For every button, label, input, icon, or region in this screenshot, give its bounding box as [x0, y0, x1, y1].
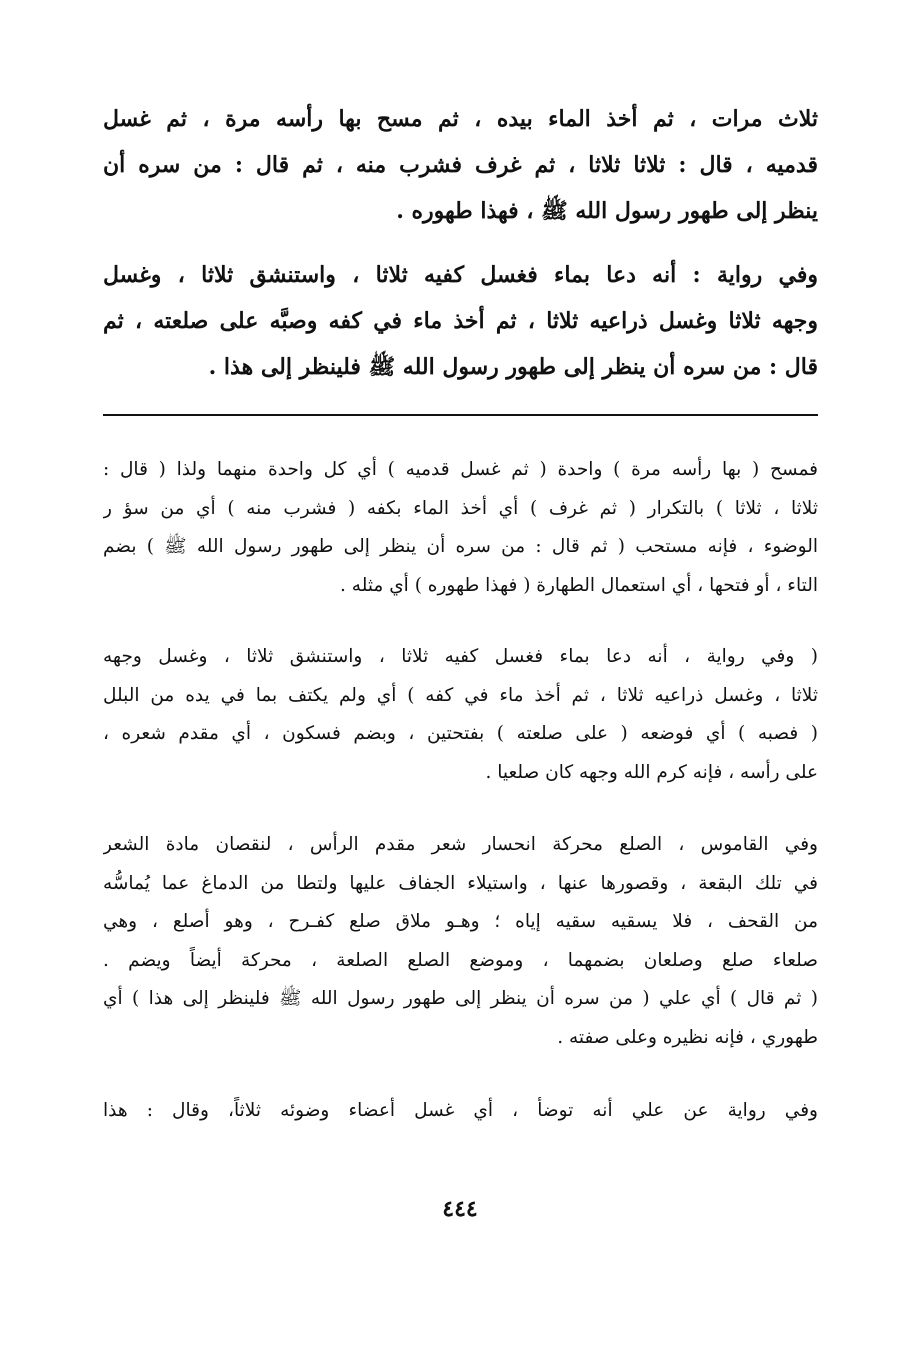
- text-line: التاء ، أو فتحها ، أي استعمال الطهارة ( فهذا طهوره ) أي مثله .: [340, 574, 818, 596]
- text-line: وفي رواية : أنه دعا بماء فغسل كفيه ثلاثا ، واستنشق ثلاثا ، وغسل: [103, 262, 818, 288]
- text-line: وفي القاموس ، الصلع محركة انحسار شعر مقدم الرأس ، لنقصان مادة الشعر: [103, 834, 818, 855]
- text-line: فمسح ( بها رأسه مرة ) واحدة ( ثم غسل قدميه ) أي كل واحدة منهما ولذا ( قال :: [103, 459, 818, 480]
- text-line: وجهه ثلاثا وغسل ذراعيه ثلاثا ، ثم أخذ ماء في كفه وصبَّه على صلعته ، ثم: [103, 308, 818, 334]
- text-line: طهوري ، فإنه نظيره وعلى صفته .: [557, 1026, 818, 1048]
- commentary-paragraph-2: [103, 638, 818, 792]
- text-line: ( فصبه ) أي فوضعه ( على صلعته ) بفتحتين ، وبضم فسكون ، أي مقدم شعره ،: [103, 723, 818, 744]
- commentary-paragraph-4: [103, 1092, 818, 1131]
- commentary-paragraph-3: [103, 826, 818, 1057]
- page-number: ٤٤٤: [442, 1196, 478, 1222]
- main-paragraph-2: [103, 252, 818, 390]
- separator-rule: [103, 414, 818, 416]
- text-line: صلعاء صلع وصلعان بضمهما ، وموضع الصلع الصلعة ، محركة أيضاً ويضم .: [103, 949, 818, 971]
- main-paragraph-1: [103, 96, 818, 234]
- text-line: ثلاث مرات ، ثم أخذ الماء بيده ، ثم مسح بها رأسه مرة ، ثم غسل: [103, 106, 818, 132]
- text-line: الوضوء ، فإنه مستحب ( ثم قال : من سره أن ينظر إلى طهور رسول الله ﷺ ) بضم: [103, 536, 818, 557]
- text-line: في تلك البقعة ، وقصورها عنها ، واستيلاء الجفاف عليها ولتطا من الدماغ عما يُماسُّه: [103, 872, 818, 894]
- text-line: ( وفي رواية ، أنه دعا بماء فغسل كفيه ثلاثا ، واستنشق ثلاثا ، وغسل وجهه: [103, 646, 818, 667]
- text-line: ( ثم قال ) أي علي ( من سره أن ينظر إلى طهور رسول الله ﷺ فلينظر إلى هذا ) أي: [103, 988, 818, 1009]
- text-line: ثلاثا ، ثلاثا ) بالتكرار ( ثم غرف ) أي أخذ الماء بكفه ( فشرب منه ) أي من سؤ ر: [103, 497, 818, 519]
- text-line: قال : من سره أن ينظر إلى طهور رسول الله ﷺ فلينظر إلى هذا .: [208, 354, 818, 380]
- text-line: ثلاثا ، وغسل ذراعيه ثلاثا ، ثم أخذ ماء في كفه ) أي ولم يكتف بما في يده من البلل: [103, 684, 818, 706]
- commentary-paragraph-1: [103, 451, 818, 605]
- text-line: من القحف ، فلا يسقيه سقيه إياه ؛ وهـو ملاق صلع كفـرح ، وهو أصلع ، وهي: [103, 911, 818, 932]
- text-line: قدميه ، قال : ثلاثا ثلاثا ، ثم غرف فشرب منه ، ثم قال : من سره أن: [103, 152, 818, 178]
- text-line: على رأسه ، فإنه كرم الله وجهه كان صلعيا .: [485, 761, 818, 783]
- text-line: ينظر إلى طهور رسول الله ﷺ ، فهذا طهوره .: [396, 198, 818, 224]
- text-line: وفي رواية عن علي أنه توضأ ، أي غسل أعضاء وضوئه ثلاثاً، وقال : هذا: [103, 1100, 818, 1121]
